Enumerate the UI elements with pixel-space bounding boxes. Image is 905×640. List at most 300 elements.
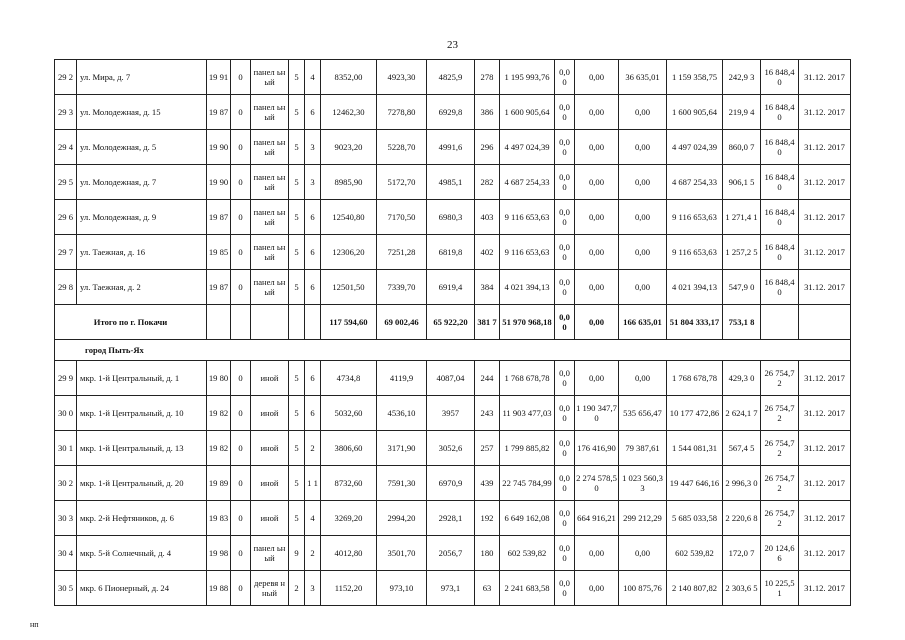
cell-wall-material: панел ьный: [251, 200, 289, 235]
cell-cost-share-3: 0,00: [619, 536, 667, 571]
cell-col-zero: 0: [231, 130, 251, 165]
table-row: [55, 270, 851, 305]
cell-max-unit-cost: 10 225,5 1: [761, 571, 799, 606]
total-total-area: 117 594,60: [321, 305, 377, 340]
cell-row-number: 30 4: [55, 536, 77, 571]
cell-col-zero: 0: [231, 95, 251, 130]
cell-cost-share-2: 0,00: [575, 60, 619, 95]
cell-cost-share-2: 0,00: [575, 235, 619, 270]
cell-living-area-b: 7170,50: [377, 200, 427, 235]
cell-cost-share-3: 36 635,01: [619, 60, 667, 95]
cell-cost-share-3: 0,00: [619, 270, 667, 305]
cell-max-unit-cost: 20 124,6 6: [761, 536, 799, 571]
cell-row-number: 29 7: [55, 235, 77, 270]
cell-living-area-c: 4985,1: [427, 165, 475, 200]
cell-deadline: 31.12. 2017: [799, 130, 851, 165]
cell-total-area: 3806,60: [321, 431, 377, 466]
cell-floors: 5: [289, 431, 305, 466]
cell-cost-share-3: 0,00: [619, 235, 667, 270]
table-row: [55, 165, 851, 200]
cell-living-area-b: 973,10: [377, 571, 427, 606]
cell-address: мкр. 1-й Центральный, д. 10: [77, 396, 207, 431]
cell-cost-share-3: 100 875,76: [619, 571, 667, 606]
cell-entrances: 2: [305, 431, 321, 466]
cell-total-area: 8732,60: [321, 466, 377, 501]
cell-cost-share-4: 1 768 678,78: [667, 361, 723, 396]
cell-wall-material: иной: [251, 466, 289, 501]
cell-col-zero: 0: [231, 361, 251, 396]
cell-cost-total: 11 903 477,03: [500, 396, 555, 431]
cell-floors: 5: [289, 95, 305, 130]
cell-cost-share-1: 0,0 0: [555, 60, 575, 95]
cell-row-number: 29 3: [55, 95, 77, 130]
cell-cost-share-4: 1 600 905,64: [667, 95, 723, 130]
cell-floors: 5: [289, 60, 305, 95]
housing-registry-table: [54, 59, 851, 606]
cell-build-year: 19 87: [207, 95, 231, 130]
table-row: [55, 466, 851, 501]
cell-total-area: 12540,80: [321, 200, 377, 235]
table-row: [55, 431, 851, 466]
cell-cost-share-1: 0,0 0: [555, 361, 575, 396]
cell-cost-share-3: 0,00: [619, 165, 667, 200]
cell-address: мкр. 1-й Центральный, д. 20: [77, 466, 207, 501]
cell-max-unit-cost: 16 848,4 0: [761, 270, 799, 305]
cell-living-area-c: 2928,1: [427, 501, 475, 536]
cell-cost-share-2: 0,00: [575, 130, 619, 165]
cell-deadline: 31.12. 2017: [799, 165, 851, 200]
cell-cost-share-3: 0,00: [619, 200, 667, 235]
cell-build-year: 19 82: [207, 431, 231, 466]
cell-unit-cost: 906,1 5: [723, 165, 761, 200]
cell-unit-cost: 2 624,1 7: [723, 396, 761, 431]
cell-total-area: 4734,8: [321, 361, 377, 396]
total-residents: 381 7: [475, 305, 500, 340]
cell-col-zero: 0: [231, 571, 251, 606]
total-empty-cell: [799, 305, 851, 340]
cell-address: ул. Молодежная, д. 15: [77, 95, 207, 130]
cell-unit-cost: 172,0 7: [723, 536, 761, 571]
cell-cost-total: 9 116 653,63: [500, 200, 555, 235]
cell-residents: 63: [475, 571, 500, 606]
cell-address: ул. Таежная, д. 2: [77, 270, 207, 305]
cell-deadline: 31.12. 2017: [799, 396, 851, 431]
city-heading: город Пыть-Ях: [55, 340, 851, 361]
cell-unit-cost: 2 220,6 8: [723, 501, 761, 536]
cell-wall-material: иной: [251, 396, 289, 431]
cell-cost-share-1: 0,0 0: [555, 165, 575, 200]
cell-cost-share-4: 1 544 081,31: [667, 431, 723, 466]
total-empty-cell: [761, 305, 799, 340]
cell-floors: 5: [289, 396, 305, 431]
cell-deadline: 31.12. 2017: [799, 536, 851, 571]
total-empty-cell: [207, 305, 231, 340]
cell-cost-share-3: 299 212,29: [619, 501, 667, 536]
cell-address: ул. Молодежная, д. 5: [77, 130, 207, 165]
cell-address: ул. Молодежная, д. 7: [77, 165, 207, 200]
cell-cost-share-1: 0,0 0: [555, 466, 575, 501]
cell-unit-cost: 567,4 5: [723, 431, 761, 466]
cell-floors: 2: [289, 571, 305, 606]
cell-build-year: 19 82: [207, 396, 231, 431]
cell-cost-share-3: 0,00: [619, 130, 667, 165]
cell-entrances: 6: [305, 270, 321, 305]
cell-address: ул. Молодежная, д. 9: [77, 200, 207, 235]
cell-entrances: 3: [305, 165, 321, 200]
cell-unit-cost: 860,0 7: [723, 130, 761, 165]
cell-max-unit-cost: 16 848,4 0: [761, 130, 799, 165]
cell-cost-share-4: 9 116 653,63: [667, 200, 723, 235]
cell-cost-share-3: 79 387,61: [619, 431, 667, 466]
cell-max-unit-cost: 26 754,7 2: [761, 361, 799, 396]
cell-wall-material: панел ьный: [251, 270, 289, 305]
cell-residents: 384: [475, 270, 500, 305]
cell-cost-share-1: 0,0 0: [555, 571, 575, 606]
cell-unit-cost: 547,9 0: [723, 270, 761, 305]
cell-living-area-c: 6919,4: [427, 270, 475, 305]
cell-build-year: 19 90: [207, 165, 231, 200]
cell-build-year: 19 98: [207, 536, 231, 571]
cell-living-area-c: 4825,9: [427, 60, 475, 95]
cell-max-unit-cost: 16 848,4 0: [761, 95, 799, 130]
cell-living-area-b: 7339,70: [377, 270, 427, 305]
cell-residents: 296: [475, 130, 500, 165]
cell-row-number: 29 2: [55, 60, 77, 95]
cell-residents: 180: [475, 536, 500, 571]
cell-cost-share-2: 0,00: [575, 571, 619, 606]
cell-floors: 5: [289, 501, 305, 536]
table-row: [55, 200, 851, 235]
cell-unit-cost: 2 303,6 5: [723, 571, 761, 606]
cell-unit-cost: 1 257,2 5: [723, 235, 761, 270]
cell-deadline: 31.12. 2017: [799, 361, 851, 396]
table-body: [55, 60, 851, 606]
cell-build-year: 19 83: [207, 501, 231, 536]
cell-total-area: 8985,90: [321, 165, 377, 200]
footer-mark: нп: [30, 620, 39, 629]
cell-residents: 402: [475, 235, 500, 270]
cell-address: мкр. 5-й Солнечный, д. 4: [77, 536, 207, 571]
cell-wall-material: иной: [251, 431, 289, 466]
cell-living-area-b: 3171,90: [377, 431, 427, 466]
cell-cost-total: 1 799 885,82: [500, 431, 555, 466]
cell-cost-share-1: 0,0 0: [555, 501, 575, 536]
cell-living-area-b: 7278,80: [377, 95, 427, 130]
cell-wall-material: панел ьный: [251, 165, 289, 200]
cell-address: ул. Таежная, д. 16: [77, 235, 207, 270]
cell-entrances: 4: [305, 60, 321, 95]
cell-build-year: 19 87: [207, 200, 231, 235]
total-c11: 0,0 0: [555, 305, 575, 340]
cell-cost-total: 22 745 784,99: [500, 466, 555, 501]
cell-floors: 5: [289, 165, 305, 200]
cell-floors: 5: [289, 130, 305, 165]
cell-cost-share-2: 176 416,90: [575, 431, 619, 466]
total-area-c: 65 922,20: [427, 305, 475, 340]
cell-cost-share-4: 602 539,82: [667, 536, 723, 571]
cell-entrances: 6: [305, 361, 321, 396]
cell-living-area-b: 4536,10: [377, 396, 427, 431]
cell-residents: 243: [475, 396, 500, 431]
cell-cost-share-4: 4 497 024,39: [667, 130, 723, 165]
cell-row-number: 29 4: [55, 130, 77, 165]
cell-deadline: 31.12. 2017: [799, 466, 851, 501]
cell-entrances: 6: [305, 200, 321, 235]
cell-cost-share-2: 2 274 578,50: [575, 466, 619, 501]
cell-row-number: 29 5: [55, 165, 77, 200]
cell-wall-material: иной: [251, 501, 289, 536]
total-area-b: 69 002,46: [377, 305, 427, 340]
cell-living-area-c: 3052,6: [427, 431, 475, 466]
cell-cost-total: 1 600 905,64: [500, 95, 555, 130]
cell-entrances: 3: [305, 130, 321, 165]
cell-col-zero: 0: [231, 466, 251, 501]
cell-deadline: 31.12. 2017: [799, 270, 851, 305]
cell-wall-material: панел ьный: [251, 536, 289, 571]
cell-residents: 403: [475, 200, 500, 235]
cell-living-area-c: 4087,04: [427, 361, 475, 396]
cell-deadline: 31.12. 2017: [799, 501, 851, 536]
cell-total-area: 1152,20: [321, 571, 377, 606]
table-row: [55, 95, 851, 130]
cell-living-area-b: 2994,20: [377, 501, 427, 536]
cell-unit-cost: 219,9 4: [723, 95, 761, 130]
total-empty-cell: [251, 305, 289, 340]
cell-total-area: 9023,20: [321, 130, 377, 165]
table-row: [55, 536, 851, 571]
cell-col-zero: 0: [231, 200, 251, 235]
total-empty-cell: [231, 305, 251, 340]
cell-cost-share-1: 0,0 0: [555, 130, 575, 165]
cell-cost-share-2: 0,00: [575, 270, 619, 305]
total-c13: 166 635,01: [619, 305, 667, 340]
cell-cost-share-2: 1 190 347,70: [575, 396, 619, 431]
cell-cost-total: 6 649 162,08: [500, 501, 555, 536]
cell-cost-share-1: 0,0 0: [555, 396, 575, 431]
cell-cost-total: 4 021 394,13: [500, 270, 555, 305]
cell-living-area-c: 2056,7: [427, 536, 475, 571]
cell-cost-total: 9 116 653,63: [500, 235, 555, 270]
cell-residents: 278: [475, 60, 500, 95]
cell-cost-share-2: 0,00: [575, 165, 619, 200]
cell-cost-share-3: 1 023 560,33: [619, 466, 667, 501]
cell-build-year: 19 87: [207, 270, 231, 305]
cell-cost-share-2: 0,00: [575, 200, 619, 235]
cell-unit-cost: 2 996,3 0: [723, 466, 761, 501]
cell-address: мкр. 2-й Нефтяников, д. 6: [77, 501, 207, 536]
cell-entrances: 1 1: [305, 466, 321, 501]
cell-row-number: 29 8: [55, 270, 77, 305]
total-empty-cell: [289, 305, 305, 340]
cell-living-area-b: 4923,30: [377, 60, 427, 95]
cell-col-zero: 0: [231, 235, 251, 270]
cell-floors: 5: [289, 466, 305, 501]
table-row: [55, 130, 851, 165]
cell-cost-total: 4 497 024,39: [500, 130, 555, 165]
cell-build-year: 19 90: [207, 130, 231, 165]
cell-max-unit-cost: 26 754,7 2: [761, 501, 799, 536]
cell-cost-share-4: 4 021 394,13: [667, 270, 723, 305]
cell-cost-share-3: 535 656,47: [619, 396, 667, 431]
cell-residents: 282: [475, 165, 500, 200]
cell-max-unit-cost: 16 848,4 0: [761, 200, 799, 235]
cell-max-unit-cost: 16 848,4 0: [761, 165, 799, 200]
cell-wall-material: иной: [251, 361, 289, 396]
cell-max-unit-cost: 16 848,4 0: [761, 235, 799, 270]
cell-living-area-b: 5172,70: [377, 165, 427, 200]
total-empty-cell: [305, 305, 321, 340]
cell-living-area-c: 6970,9: [427, 466, 475, 501]
cell-cost-share-1: 0,0 0: [555, 270, 575, 305]
cell-cost-share-4: 5 685 033,58: [667, 501, 723, 536]
cell-max-unit-cost: 26 754,7 2: [761, 466, 799, 501]
cell-floors: 5: [289, 270, 305, 305]
cell-cost-share-1: 0,0 0: [555, 431, 575, 466]
cell-cost-total: 602 539,82: [500, 536, 555, 571]
cell-build-year: 19 88: [207, 571, 231, 606]
cell-cost-total: 1 195 993,76: [500, 60, 555, 95]
cell-deadline: 31.12. 2017: [799, 571, 851, 606]
cell-living-area-c: 973,1: [427, 571, 475, 606]
cell-floors: 5: [289, 361, 305, 396]
cell-wall-material: панел ьный: [251, 235, 289, 270]
cell-cost-share-3: 0,00: [619, 95, 667, 130]
cell-col-zero: 0: [231, 501, 251, 536]
total-c15: 753,1 8: [723, 305, 761, 340]
cell-entrances: 6: [305, 235, 321, 270]
cell-row-number: 30 0: [55, 396, 77, 431]
cell-col-zero: 0: [231, 165, 251, 200]
cell-living-area-c: 6980,3: [427, 200, 475, 235]
cell-residents: 386: [475, 95, 500, 130]
cell-row-number: 30 3: [55, 501, 77, 536]
cell-col-zero: 0: [231, 396, 251, 431]
cell-address: мкр. 6 Пионерный, д. 24: [77, 571, 207, 606]
cell-max-unit-cost: 16 848,4 0: [761, 60, 799, 95]
cell-cost-share-1: 0,0 0: [555, 95, 575, 130]
cell-deadline: 31.12. 2017: [799, 200, 851, 235]
cell-unit-cost: 429,3 0: [723, 361, 761, 396]
total-c12: 0,00: [575, 305, 619, 340]
cell-total-area: 8352,00: [321, 60, 377, 95]
cell-cost-share-4: 4 687 254,33: [667, 165, 723, 200]
cell-build-year: 19 89: [207, 466, 231, 501]
cell-wall-material: деревя нный: [251, 571, 289, 606]
table-row: [55, 571, 851, 606]
cell-total-area: 3269,20: [321, 501, 377, 536]
cell-cost-share-1: 0,0 0: [555, 536, 575, 571]
page-number: 23: [447, 39, 458, 51]
cell-build-year: 19 85: [207, 235, 231, 270]
cell-living-area-b: 5228,70: [377, 130, 427, 165]
cell-cost-share-1: 0,0 0: [555, 235, 575, 270]
cell-cost-share-2: 0,00: [575, 536, 619, 571]
cell-cost-share-4: 2 140 807,82: [667, 571, 723, 606]
cell-total-area: 12306,20: [321, 235, 377, 270]
cell-cost-share-4: 19 447 646,16: [667, 466, 723, 501]
cell-cost-total: 2 241 683,58: [500, 571, 555, 606]
table-row: [55, 235, 851, 270]
cell-living-area-c: 6819,8: [427, 235, 475, 270]
cell-deadline: 31.12. 2017: [799, 60, 851, 95]
cell-cost-share-2: 0,00: [575, 361, 619, 396]
cell-total-area: 12462,30: [321, 95, 377, 130]
total-row: [55, 305, 851, 340]
cell-cost-share-4: 1 159 358,75: [667, 60, 723, 95]
cell-entrances: 6: [305, 95, 321, 130]
cell-living-area-b: 7251,28: [377, 235, 427, 270]
cell-col-zero: 0: [231, 431, 251, 466]
cell-row-number: 30 1: [55, 431, 77, 466]
cell-living-area-b: 7591,30: [377, 466, 427, 501]
cell-deadline: 31.12. 2017: [799, 431, 851, 466]
cell-residents: 192: [475, 501, 500, 536]
cell-total-area: 12501,50: [321, 270, 377, 305]
cell-address: мкр. 1-й Центральный, д. 13: [77, 431, 207, 466]
cell-build-year: 19 91: [207, 60, 231, 95]
cell-living-area-b: 3501,70: [377, 536, 427, 571]
table-row: [55, 60, 851, 95]
cell-entrances: 6: [305, 396, 321, 431]
cell-floors: 5: [289, 235, 305, 270]
cell-cost-share-3: 0,00: [619, 361, 667, 396]
cell-address: ул. Мира, д. 7: [77, 60, 207, 95]
cell-build-year: 19 80: [207, 361, 231, 396]
cell-row-number: 29 6: [55, 200, 77, 235]
cell-living-area-c: 4991,6: [427, 130, 475, 165]
cell-residents: 439: [475, 466, 500, 501]
table-row: [55, 501, 851, 536]
total-label: Итого по г. Покачи: [55, 305, 207, 340]
cell-deadline: 31.12. 2017: [799, 95, 851, 130]
table-row: [55, 361, 851, 396]
cell-floors: 5: [289, 200, 305, 235]
cell-row-number: 29 9: [55, 361, 77, 396]
cell-cost-share-1: 0,0 0: [555, 200, 575, 235]
cell-cost-share-4: 10 177 472,86: [667, 396, 723, 431]
cell-cost-share-2: 664 916,21: [575, 501, 619, 536]
cell-max-unit-cost: 26 754,7 2: [761, 431, 799, 466]
cell-col-zero: 0: [231, 270, 251, 305]
total-c14: 51 804 333,17: [667, 305, 723, 340]
cell-entrances: 2: [305, 536, 321, 571]
city-heading-row: [55, 340, 851, 361]
cell-entrances: 4: [305, 501, 321, 536]
cell-row-number: 30 2: [55, 466, 77, 501]
cell-living-area-c: 6929,8: [427, 95, 475, 130]
cell-total-area: 4012,80: [321, 536, 377, 571]
cell-deadline: 31.12. 2017: [799, 235, 851, 270]
cell-unit-cost: 242,9 3: [723, 60, 761, 95]
cell-cost-total: 4 687 254,33: [500, 165, 555, 200]
cell-wall-material: панел ьный: [251, 95, 289, 130]
cell-cost-share-4: 9 116 653,63: [667, 235, 723, 270]
table-row: [55, 396, 851, 431]
cell-total-area: 5032,60: [321, 396, 377, 431]
cell-residents: 244: [475, 361, 500, 396]
cell-cost-total: 1 768 678,78: [500, 361, 555, 396]
cell-wall-material: панел ьный: [251, 60, 289, 95]
cell-entrances: 3: [305, 571, 321, 606]
cell-unit-cost: 1 271,4 1: [723, 200, 761, 235]
cell-living-area-b: 4119,9: [377, 361, 427, 396]
cell-row-number: 30 5: [55, 571, 77, 606]
cell-floors: 9: [289, 536, 305, 571]
cell-wall-material: панел ьный: [251, 130, 289, 165]
cell-col-zero: 0: [231, 536, 251, 571]
cell-living-area-c: 3957: [427, 396, 475, 431]
total-cost-total: 51 970 968,18: [500, 305, 555, 340]
